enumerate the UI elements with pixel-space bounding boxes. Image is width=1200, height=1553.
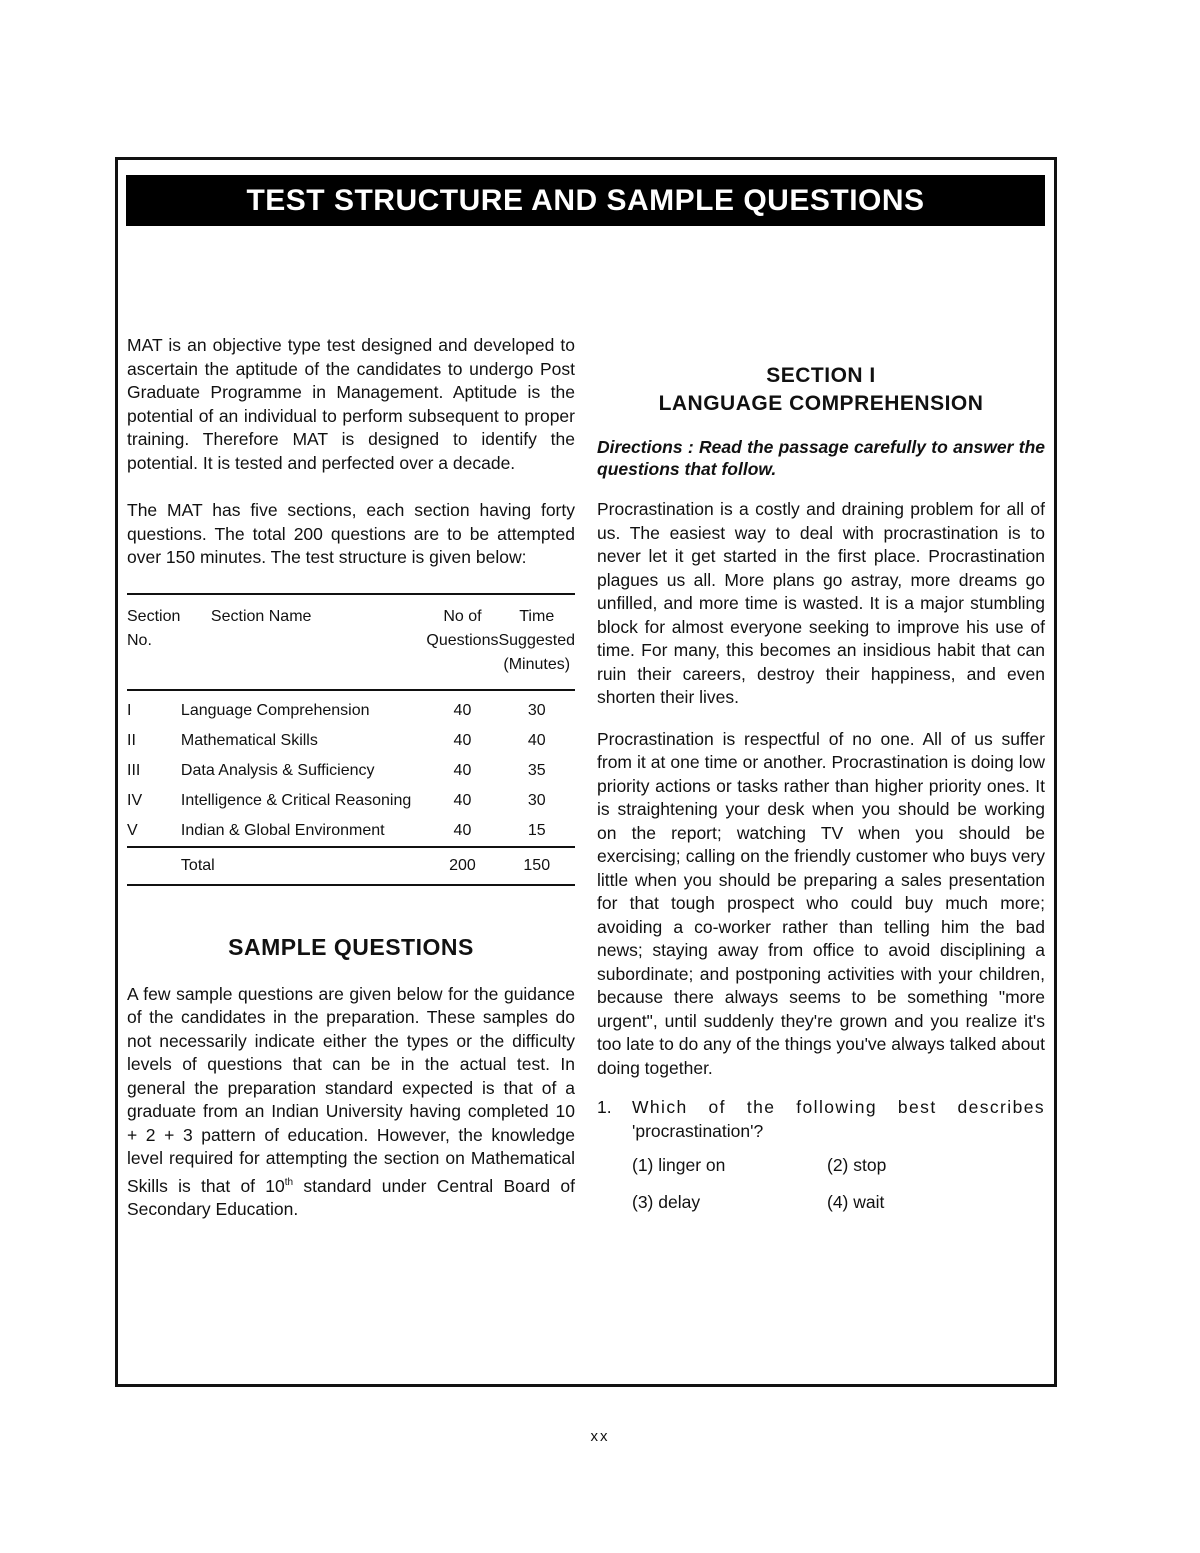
header-time-suggested: Time Suggested (Minutes) xyxy=(498,594,575,690)
passage-paragraph-2: Procrastination is respectful of no one. All of us suffer from it at one time or another. Procrastination is doing low priority actions or tasks rather than higher priority ones. It is straightening your desk when you should be working on the report; watching TV when you should be exercising; calling on the friendly customer who buys very little when you should be preparing a sales presentation for that tough prospect who could buy much more; avoiding a co-worker rather than telling him the bad news; staying away from office to avoid disciplining a subordinate; and postponing activities with your children, because there always seems to be something "more urgent", until suddenly they're grown and you realize it's too late to do any of the things you've always talked about doing together. xyxy=(597,728,1045,1078)
passage-paragraph-1: Procrastination is a costly and draining problem for all of us. The easiest way to deal with procrastination is to never let it get started in the first place. Procrastination plagues us all. More plans go astray, more dreams go unfilled, and more time is wasted. It is a major stumbling block for almost everyone seeking to improve his use of time. For many, this becomes an insidious habit that can ruin their careers, destroy their happiness, and even shorten their lives. xyxy=(597,499,1045,707)
section-heading xyxy=(597,362,1045,418)
header-no-of-questions: No of Questions xyxy=(426,594,498,690)
page-title: TEST STRUCTURE AND SAMPLE QUESTIONS xyxy=(126,175,1045,226)
table-row xyxy=(127,690,575,726)
row-time: 35 xyxy=(527,761,546,779)
row-section-name: Language Comprehension xyxy=(180,701,370,719)
right-column xyxy=(597,362,1045,1213)
row-section-name: Intelligence & Critical Reasoning xyxy=(180,791,412,809)
section-number: SECTION I xyxy=(766,364,876,387)
header-section-no: Section No. xyxy=(127,594,181,690)
sample-paragraph: A few sample questions are given below for the guidance of the candidates in the preparation. These samples do not necessarily indicate either the types or the difficulty levels of questions that can be in the actual test. In general the preparation standard expected is that of a graduate from an Indian University having completed 10 + 2 + 3 pattern of education. However, the knowledge level required for attempting the section on Mathematical Skills is that of 10th standard under Central Board of Secondary Education. xyxy=(127,983,575,1219)
table-total-row xyxy=(127,847,575,885)
row-section-no: I xyxy=(127,701,132,719)
row-section-no: IV xyxy=(127,791,143,809)
page-number: xx xyxy=(590,1428,610,1445)
question-number: 1. xyxy=(597,1097,612,1117)
row-time: 40 xyxy=(527,731,546,749)
test-structure-table xyxy=(127,593,575,886)
directions: Directions : Read the passage carefully to answer the questions that follow. xyxy=(597,437,1045,479)
row-time: 15 xyxy=(527,821,546,839)
question-1 xyxy=(597,1096,1045,1143)
row-questions: 40 xyxy=(453,731,472,749)
table-row xyxy=(127,786,575,816)
question-text-continued: 'procrastination'? xyxy=(632,1120,764,1141)
sample-questions-heading: SAMPLE QUESTIONS xyxy=(228,933,474,960)
row-section-name: Indian & Global Environment xyxy=(180,821,385,839)
table-row xyxy=(127,816,575,847)
total-time: 150 xyxy=(498,847,575,885)
left-column xyxy=(127,334,575,1221)
intro-paragraph-1: MAT is an objective type test designed and developed to ascertain the aptitude of the candidates to undergo Post Graduate Programme in Management. Aptitude is the potential of an individual to perform subsequent to proper training. Therefore MAT is designed to identify the potential. It is tested and perfected over a decade. xyxy=(127,335,575,473)
total-questions: 200 xyxy=(426,847,498,885)
question-text: Which of the following best describes xyxy=(632,1097,1045,1117)
question-body xyxy=(632,1096,1045,1143)
row-section-no: II xyxy=(127,731,136,749)
section-name: LANGUAGE COMPREHENSION xyxy=(658,392,984,415)
row-questions: 40 xyxy=(453,791,472,809)
option-3: (3) delay xyxy=(632,1192,701,1212)
row-section-no: III xyxy=(127,761,141,779)
intro-paragraph-2: The MAT has five sections, each section having forty questions. The total 200 questions are to be attempted over 150 minutes. The test structure is given below: xyxy=(127,500,575,567)
table-row xyxy=(127,726,575,756)
row-section-no: V xyxy=(127,821,138,839)
answer-options xyxy=(632,1155,1045,1213)
ordinal-superscript: th xyxy=(284,1176,294,1188)
row-questions: 40 xyxy=(453,761,472,779)
option-2: (2) stop xyxy=(827,1155,887,1175)
row-section-name: Data Analysis & Sufficiency xyxy=(180,761,375,779)
row-section-name: Mathematical Skills xyxy=(180,731,318,749)
table-row xyxy=(127,756,575,786)
table-header-row xyxy=(127,594,575,690)
row-time: 30 xyxy=(527,791,546,809)
row-time: 30 xyxy=(527,701,546,719)
header-section-name: Section Name xyxy=(181,594,427,690)
option-4: (4) wait xyxy=(827,1192,885,1212)
total-label: Total xyxy=(181,847,427,885)
option-1: (1) linger on xyxy=(632,1155,726,1175)
row-questions: 40 xyxy=(453,821,472,839)
row-questions: 40 xyxy=(453,701,472,719)
